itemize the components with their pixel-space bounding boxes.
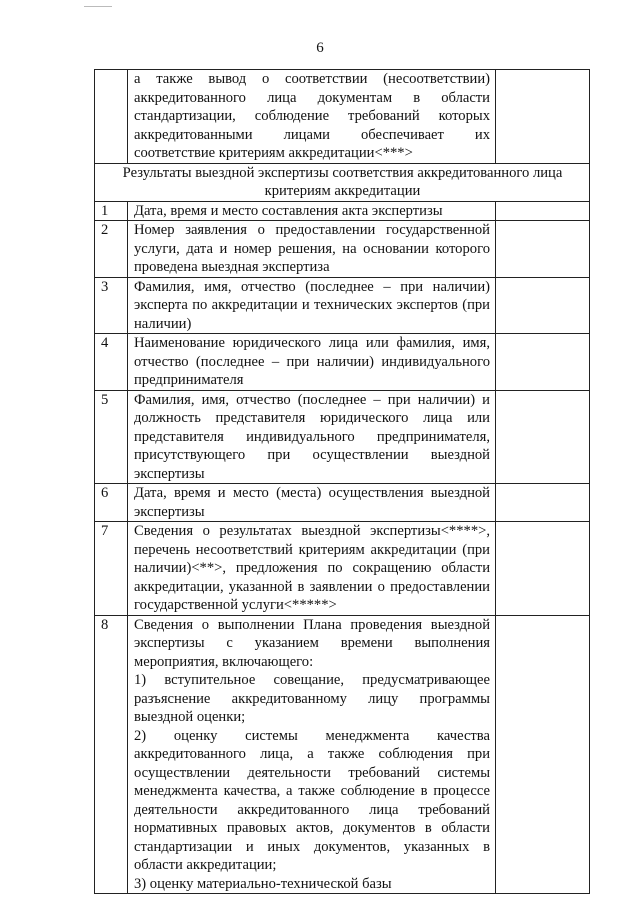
table-row (95, 334, 590, 391)
row-paragraph: 3) оценку материально-технической базы (134, 875, 392, 892)
row-paragraph: Наименование юридического лица или фамилия, имя, отчество (последнее – при наличии) индивидуального предпринимателя (134, 335, 490, 388)
row-content (128, 522, 496, 616)
row-paragraph: Сведения о выполнении Плана проведения выездной экспертизы с указанием времени выполнения мероприятия, включающего: (134, 616, 490, 670)
table-row (95, 221, 590, 278)
row-paragraph: Дата, время и место составления акта экспертизы (134, 202, 443, 219)
row-content (128, 201, 496, 221)
value-cell (496, 334, 590, 391)
row-number: 6 (95, 484, 128, 522)
section-heading: Результаты выездной экспертизы соответствия аккредитованного лица критериям аккредитации (95, 163, 590, 201)
row-number: 8 (95, 615, 128, 894)
expertise-act-table (94, 69, 590, 894)
value-cell (496, 390, 590, 484)
table-row (95, 484, 590, 522)
row-paragraph: Фамилия, имя, отчество (последнее – при наличии) эксперта по аккредитации и технических экспертов (при наличии) (134, 278, 490, 332)
table-row (95, 390, 590, 484)
row-number: 7 (95, 522, 128, 616)
row-paragraph: Номер заявления о предоставлении государственной услуги, дата и номер решения, на основании которого проведена выездная экспертиза (134, 222, 490, 275)
row-content (128, 277, 496, 334)
row-number-cell (95, 70, 128, 164)
row-content (128, 484, 496, 522)
value-cell (496, 201, 590, 221)
value-cell (496, 522, 590, 616)
row-paragraph: Дата, время и место (места) осуществления выездной экспертизы (134, 485, 490, 520)
row-content (128, 615, 496, 894)
section-heading-row (95, 163, 590, 201)
continuation-text: а также вывод о соответствии (несоответствии) аккредитованного лица документам в области стандартизации, соблюдение требований которых аккредитованными лицами обеспечивает их соответствие критериям аккредитации<***> (128, 70, 496, 164)
value-cell (496, 484, 590, 522)
row-content (128, 221, 496, 278)
row-paragraph: 2) оценку системы менеджмента качества аккредитованного лица, а также соблюдения при осуществлении деятельности требований системы менеджмента качества, а также соблюдение в процессе деятельности аккредитованного лица требований нормативных правовых актов, документов в области стандартизации и иных документов, указанных в области аккредитации; (134, 727, 490, 873)
row-number: 5 (95, 390, 128, 484)
row-content (128, 390, 496, 484)
row-paragraph: 1) вступительное совещание, предусматривающее разъяснение аккредитованному лицу программы выездной оценки; (134, 672, 490, 725)
scan-mark (84, 6, 112, 7)
row-content (128, 334, 496, 391)
table-row (95, 201, 590, 221)
row-number: 1 (95, 201, 128, 221)
table-row (95, 522, 590, 616)
value-cell (496, 70, 590, 164)
table-row (95, 277, 590, 334)
row-number: 4 (95, 334, 128, 391)
page-number: 6 (316, 40, 324, 56)
row-paragraph: Сведения о результатах выездной экспертизы<****>, перечень несоответствий критериям аккредитации (при наличии)<**>, предложения по сокращению области аккредитации, указанной в заявлении о предоставлении государственной услуги<*****> (134, 523, 490, 613)
value-cell (496, 221, 590, 278)
continuation-row (95, 70, 590, 164)
row-number: 2 (95, 221, 128, 278)
value-cell (496, 277, 590, 334)
table-row (95, 615, 590, 894)
row-paragraph: Фамилия, имя, отчество (последнее – при наличии) и должность представителя юридического лица или представителя индивидуального предпринимателя, присутствующего при осуществлении выездной экспертизы (134, 391, 490, 482)
row-number: 3 (95, 277, 128, 334)
value-cell (496, 615, 590, 894)
